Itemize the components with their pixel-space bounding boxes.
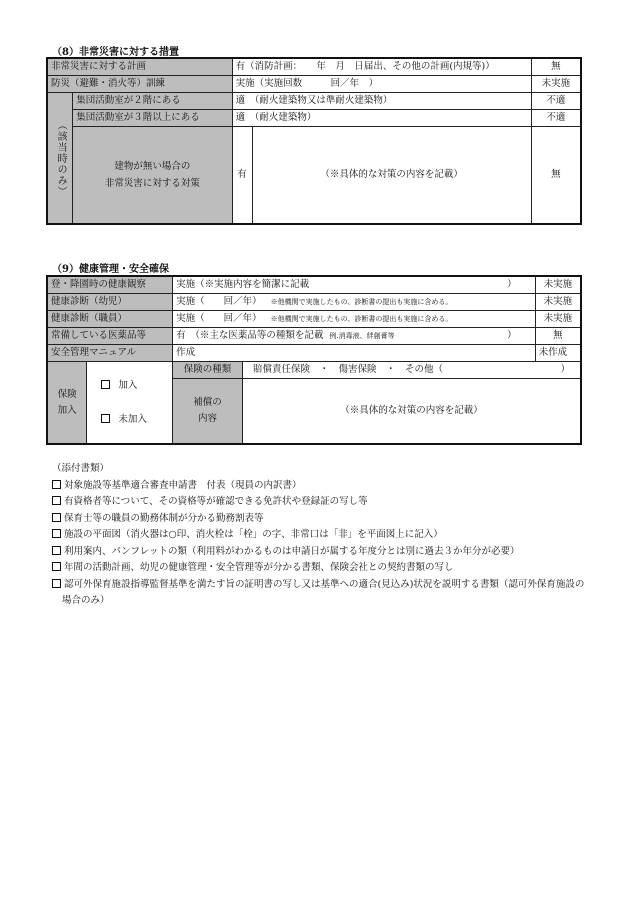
floor3-label: 集団活動室が３階以上にある [73, 110, 232, 127]
health-row-value: 実施（※実施内容を簡潔に記載 ） [173, 276, 536, 294]
nobuild-label: 建物が無い場合の 非常災害に対する対策 [73, 127, 232, 225]
plan-status: 無 [531, 58, 581, 76]
floor2-value: 適 （耐火建築物又は準耐火建築物） [232, 93, 531, 110]
floor3-value: 適 （耐火建築物） [232, 110, 531, 127]
attachment-checkbox[interactable] [52, 480, 61, 489]
health-row-status: 未実施 [535, 311, 581, 328]
disaster-table [46, 57, 582, 225]
health-row-value: 実施（ 回／年） ※他機関で実施したもの、診断書の提出も実施に含める。 [173, 311, 536, 328]
health-row-label: 健康診断（幼児） [47, 294, 173, 311]
drill-status: 未実施 [531, 76, 581, 93]
attachment-checkbox[interactable] [52, 579, 61, 588]
plan-value: 有（消防計画： 年 月 日届出、その他の計画(内規等)） [232, 58, 531, 76]
health-row-value: 作成 [173, 345, 536, 362]
floor3-status: 不適 [531, 110, 581, 127]
attachment-item[interactable]: 保育士等の職員の勤務体制が分かる勤務割表等 [52, 511, 592, 528]
drill-label: 防災（避難・消火等）訓練 [47, 76, 232, 93]
health-row-label: 安全管理マニュアル [47, 345, 173, 362]
health-row-status: 未作成 [535, 345, 581, 362]
floor2-status: 不適 [531, 93, 581, 110]
attachment-item[interactable]: 年間の活動計画、幼児の健康管理・安全管理等が分かる書類、保険会社との契約書類の写し [52, 560, 592, 577]
health-row-value: 実施（ 回／年） ※他機関で実施したもの、診断書の提出も実施に含める。 [173, 294, 536, 311]
health-row-value: 有 （※主な医薬品等の種類を記載 例.消毒液、絆創膏等 ） [173, 328, 536, 345]
nobuild-status: 無 [531, 127, 581, 225]
health-row-label: 登・降園時の健康観察 [47, 276, 173, 294]
health-row-status: 無 [535, 328, 581, 345]
insurance-type-value: 賠償責任保険 ・ 傷害保険 ・ その他（ ） [243, 362, 582, 379]
attachment-checkbox[interactable] [52, 529, 61, 538]
health-row-label: 健康診断（職員） [47, 311, 173, 328]
attachment-item[interactable]: 対象施設等基準適合審査申請書 付表（現員の内訳書） [52, 478, 592, 495]
attachments-list [52, 461, 592, 610]
health-row-label: 常備している医薬品等 [47, 328, 173, 345]
health-safety-table [46, 275, 582, 445]
compensation-detail: （※具体的な対策の内容を記載） [243, 379, 582, 445]
notjoin-option[interactable]: 未加入 [101, 409, 169, 431]
plan-label: 非常災害に対する計画 [47, 58, 232, 76]
section-9-title: （9）健康管理・安全確保 [52, 264, 169, 275]
notjoin-checkbox[interactable] [101, 414, 110, 423]
applicable-side-label: （該当時のみ） [47, 93, 73, 225]
attachment-checkbox[interactable] [52, 496, 61, 505]
insurance-join-options [87, 362, 173, 445]
join-option[interactable]: 加入 [101, 375, 169, 397]
drill-value: 実施（実施回数 回／年 ） [232, 76, 531, 93]
attachment-item[interactable]: 施設の平面図（消火器は○印、消火栓は「栓」の字、非常口は「非」を平面図上に記入） [52, 527, 592, 544]
nobuild-has: 有 [232, 127, 252, 225]
attachments-heading: （添付書類） [52, 463, 110, 474]
attachment-item[interactable]: 有資格者等について、その資格等が確認できる免許状や登録証の写し等 [52, 494, 592, 511]
insurance-type-label: 保険の種類 [173, 362, 243, 379]
join-checkbox[interactable] [101, 380, 110, 389]
section-8-title: （8）非常災害に対する措置 [52, 47, 179, 58]
health-row-status: 未実施 [535, 276, 581, 294]
attachment-checkbox[interactable] [52, 513, 61, 522]
compensation-label: 補償の 内容 [173, 379, 243, 445]
attachment-item[interactable]: 認可外保育施設指導監督基準を満たす旨の証明書の写し又は基準への適合(見込み)状況を説明する書類（認可外保育施設の場合のみ） [52, 577, 592, 610]
insurance-label: 保険 加入 [47, 362, 87, 445]
health-row-status: 未実施 [535, 294, 581, 311]
attachment-item[interactable]: 利用案内、パンフレットの類（利用料がわかるものは申請日が属する年度分とは別に過去３か年分が必要） [52, 544, 592, 561]
attachment-checkbox[interactable] [52, 562, 61, 571]
attachment-checkbox[interactable] [52, 546, 61, 555]
nobuild-detail: （※具体的な対策の内容を記載） [252, 127, 531, 225]
floor2-label: 集団活動室が２階にある [73, 93, 232, 110]
